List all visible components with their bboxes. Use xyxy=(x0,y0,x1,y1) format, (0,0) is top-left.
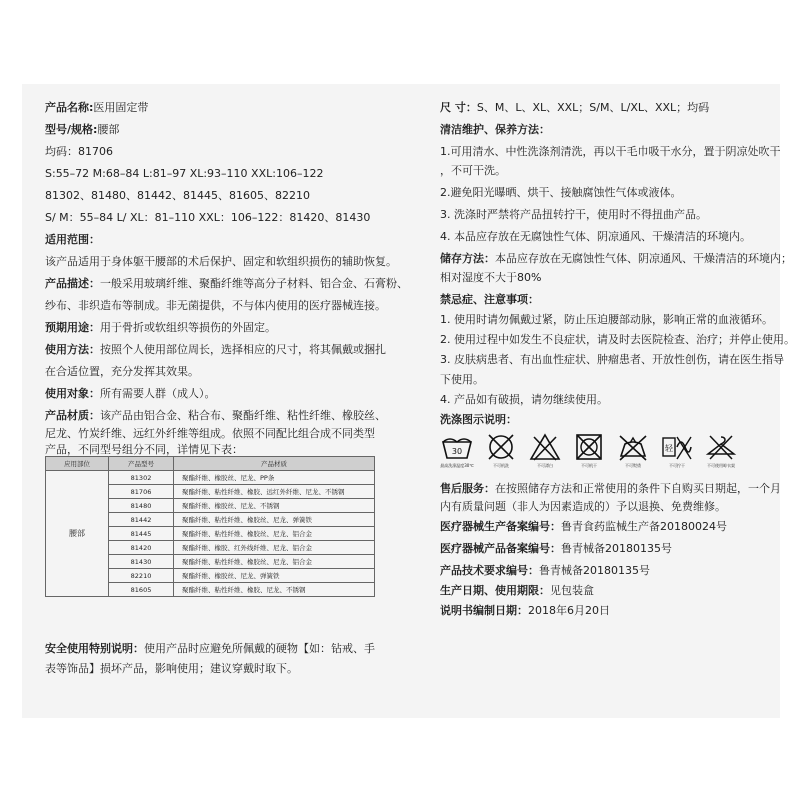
tech-value: 鲁青械备20180135号 xyxy=(539,564,650,577)
contra-line: 4. 产品如有破损，请勿继续使用。 xyxy=(440,393,608,406)
date-value: 见包装盒 xyxy=(550,584,594,597)
size-value: S、M、L、XL、XXL；S/M、L/XL、XXL；均码 xyxy=(476,101,710,114)
wash-icon-label: 不可熨烫 xyxy=(625,463,641,468)
table-cell: 聚酯纤维、橡胶丝、尼龙、不锈钢 xyxy=(174,499,375,513)
target-text: 所有需要人群（成人）。 xyxy=(100,387,216,400)
reg-prod-label: 医疗器械生产备案编号： xyxy=(440,520,561,533)
wash-icon-label: 不可漂白 xyxy=(537,463,553,468)
no-hang-icon xyxy=(704,432,738,474)
material-table xyxy=(45,456,375,597)
no-dryclean-icon xyxy=(616,432,650,474)
safety-line: 表等饰品】损坏产品，影响使用；建议穿戴时取下。 xyxy=(45,662,298,675)
size-label: 尺 寸： xyxy=(440,101,477,114)
size-row xyxy=(440,101,709,115)
service-line: 内有质量问题（非人为因素造成的）予以退换、免费维修。 xyxy=(440,500,726,513)
care-title: 清洁维护、保养方法： xyxy=(440,123,550,136)
desc-label: 产品描述： xyxy=(45,277,100,290)
method-line: 在合适位置，充分发挥其效果。 xyxy=(45,365,199,378)
compiled-value: 2018年6月20日 xyxy=(528,604,610,617)
storage-label: 储存方法： xyxy=(440,252,495,265)
target-label: 使用对象： xyxy=(45,387,100,400)
method-line: 按照个人使用部位周长，选择相应的尺寸，将其佩戴或捆扎 xyxy=(100,343,386,356)
product-name-value: 医用固定带 xyxy=(93,101,149,114)
tech-label: 产品技术要求编号： xyxy=(440,564,539,577)
contra-line: 下使用。 xyxy=(440,373,484,386)
desc-row xyxy=(45,277,408,291)
table-cell: 81420 xyxy=(109,541,174,555)
no-bleach-icon xyxy=(528,432,562,474)
table-cell: 81480 xyxy=(109,499,174,513)
wash-icon-label: 不可机洗 xyxy=(493,463,509,468)
table-cell: 81706 xyxy=(109,485,174,499)
reg-item-value: 鲁青械备20180135号 xyxy=(561,542,672,555)
service-row xyxy=(440,482,781,496)
model-label: 型号/规格: xyxy=(45,123,98,136)
storage-row xyxy=(440,252,792,266)
material-line: 产品，不同型号组分不同，详情见下表： xyxy=(45,443,243,456)
wash-gentle-mark: 轻 xyxy=(665,444,673,453)
size-uniform: 均码：81706 xyxy=(45,145,113,158)
contra-line: 3. 皮肤病患者、有出血性症状、肿瘤患者、开放性创伤，请在医生指导 xyxy=(440,353,784,366)
reg-item-label: 医疗器械产品备案编号： xyxy=(440,542,561,555)
table-part-cell: 腰部 xyxy=(46,471,109,597)
model-row xyxy=(45,123,119,137)
table-cell: 聚酯纤维、粘性纤维、橡胶、远红外纤维、尼龙、不锈钢 xyxy=(174,485,375,499)
size-sm: S/ M：55–84 L/ XL：81–110 XXL：106–122：81420、81430 xyxy=(45,211,371,224)
table-cell: 聚酯纤维、橡胶、红外线纤维、尼龙、铝合金 xyxy=(174,541,375,555)
method-row xyxy=(45,343,386,357)
product-name-label: 产品名称: xyxy=(45,101,94,114)
care-line: ，不可干洗。 xyxy=(440,164,506,177)
compiled-row xyxy=(440,604,610,618)
care-line: 2.避免阳光曝晒、烘干、接触腐蚀性气体或液体。 xyxy=(440,186,682,199)
product-name-row xyxy=(45,101,148,115)
gentle-wring-icon xyxy=(660,432,694,474)
desc-line: 纱布、非织造布等制成。非无菌提供，不与体内使用的医疗器械连接。 xyxy=(45,299,386,312)
wash-temp-mark: 30 xyxy=(451,447,463,456)
date-label: 生产日期、使用期限： xyxy=(440,584,550,597)
wash-icon-label: 最高洗涤温度30℃ xyxy=(440,463,474,468)
table-cell: 81445 xyxy=(109,527,174,541)
use-row xyxy=(45,321,276,335)
tech-row xyxy=(440,564,650,578)
table-row xyxy=(46,471,375,485)
table-cell: 聚酯纤维、橡胶丝、尼龙、PP条 xyxy=(174,471,375,485)
storage-line: 相对湿度不大于80% xyxy=(440,271,542,284)
method-label: 使用方法： xyxy=(45,343,100,356)
care-line: 3. 洗涤时严禁将产品扭转拧干，使用时不得扭曲产品。 xyxy=(440,208,707,221)
wash-icon-label: 不可拧干 xyxy=(669,463,685,468)
safety-line: 使用产品时应避免所佩戴的硬物【如：钻戒、手 xyxy=(144,642,375,655)
storage-line: 本品应存放在无腐蚀性气体、阴凉通风、干燥清洁的环境内； xyxy=(495,252,792,265)
material-line: 尼龙、竹炭纤维、远红外纤维等组成。依照不同配比组合成不同类型 xyxy=(45,427,375,440)
table-cell: 聚酯纤维、粘性纤维、橡胶丝、尼龙、弹簧铁 xyxy=(174,513,375,527)
table-cell: 聚酯纤维、粘性纤维、橡胶丝、尼龙、铝合金 xyxy=(174,527,375,541)
wash-icons xyxy=(440,432,760,474)
table-cell: 81302 xyxy=(109,471,174,485)
no-iron-icon xyxy=(572,432,606,474)
table-cell: 81605 xyxy=(109,583,174,597)
size-ranges: S:55–72 M:68–84 L:81–97 XL:93–110 XXL:106–122 xyxy=(45,167,324,180)
care-line: 1.可用清水、中性洗涤剂清洗，再以干毛巾吸干水分，置于阴凉处吹干 xyxy=(440,145,781,158)
wash-title: 洗涤图示说明： xyxy=(440,413,517,426)
use-label: 预期用途： xyxy=(45,321,100,334)
table-cell: 81442 xyxy=(109,513,174,527)
safety-row xyxy=(45,642,375,656)
scope-title: 适用范围： xyxy=(45,233,100,246)
wash-icon-label: 不可使用晾衣架 xyxy=(707,463,735,468)
date-row xyxy=(440,584,594,598)
desc-line: 一般采用玻璃纤维、聚酯纤维等高分子材料、铝合金、石膏粉、 xyxy=(100,277,408,290)
table-header: 应用部位 xyxy=(46,457,109,471)
hand-wash-icon xyxy=(440,432,474,474)
material-line: 该产品由铝合金、粘合布、聚酯纤维、粘性纤维、橡胶丝、 xyxy=(100,409,386,422)
contra-title: 禁忌症、注意事项： xyxy=(440,293,539,306)
material-row xyxy=(45,409,386,423)
service-label: 售后服务： xyxy=(440,482,495,495)
safety-label: 安全使用特别说明： xyxy=(45,642,144,655)
service-line: 在按照储存方法和正常使用的条件下自购买日期起，一个月 xyxy=(495,482,781,495)
table-header: 产品材质 xyxy=(174,457,375,471)
compiled-label: 说明书编制日期： xyxy=(440,604,528,617)
model-value: 腰部 xyxy=(97,123,120,136)
wash-icon-label: 不可机干 xyxy=(581,463,597,468)
target-row xyxy=(45,387,216,401)
contra-line: 1. 使用时请勿佩戴过紧，防止压迫腰部动脉，影响正常的血液循环。 xyxy=(440,313,773,326)
table-cell: 聚酯纤维、粘性纤维、橡胶丝、尼龙、铝合金 xyxy=(174,555,375,569)
size-models: 81302、81480、81442、81445、81605、82210 xyxy=(45,189,310,202)
table-cell: 82210 xyxy=(109,569,174,583)
use-text: 用于骨折或软组织等损伤的外固定。 xyxy=(100,321,276,334)
reg-prod-value: 鲁青食药监械生产备20180024号 xyxy=(561,520,727,533)
table-header-row xyxy=(46,457,375,471)
reg-prod-row xyxy=(440,520,727,534)
table-cell: 81430 xyxy=(109,555,174,569)
material-label: 产品材质： xyxy=(45,409,100,422)
table-cell: 聚酯纤维、粘性纤维、橡胶、尼龙、不锈钢 xyxy=(174,583,375,597)
table-cell: 聚酯纤维、橡胶丝、尼龙、弹簧铁 xyxy=(174,569,375,583)
contra-line: 2. 使用过程中如发生不良症状，请及时去医院检查、治疗；并停止使用。 xyxy=(440,333,795,346)
table-header: 产品型号 xyxy=(109,457,174,471)
no-tumble-dry-icon xyxy=(484,432,518,474)
care-line: 4. 本品应存放在无腐蚀性气体、阴凉通风、干燥清洁的环境内。 xyxy=(440,230,751,243)
scope-line: 该产品适用于身体躯干腰部的术后保护、固定和软组织损伤的辅助恢复。 xyxy=(45,255,397,268)
reg-item-row xyxy=(440,542,672,556)
